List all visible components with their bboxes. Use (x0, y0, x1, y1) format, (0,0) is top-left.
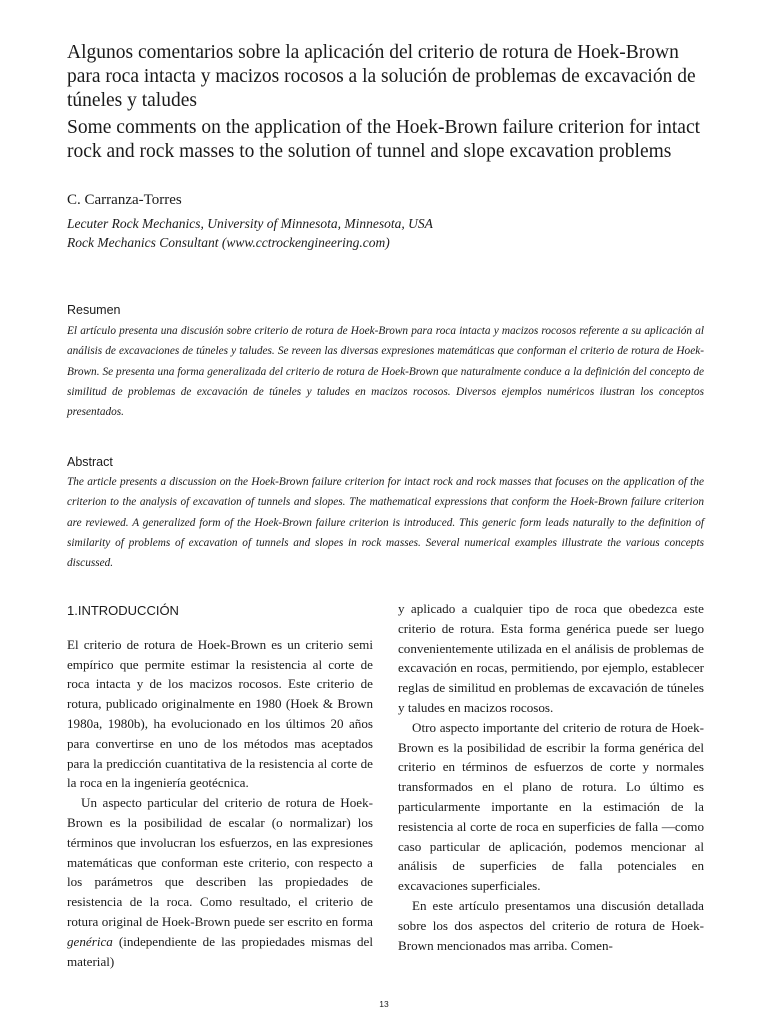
resumen-body: El artículo presenta una discusión sobre criterio de rotura de Hoek-Brown para roca intacta y macizos rocosos referente a su aplicación al análisis de excavaciones de túneles y taludes. Se reveen las diversas expresiones matemáticas que conforman el criterio de rotura de Hoek-Brown. Se presenta una forma generalizada del criterio de rotura de Hoek-Brown que naturalmente conduce a la definición del concepto de similitud de problemas de excavación de túneles y taludes en macizos rocosos. Diversos ejemplos numéricos ilustran los conceptos presentados. (67, 325, 704, 419)
affiliation-university: Lecuter Rock Mechanics, University of Minnesota, Minnesota, USA (67, 216, 433, 231)
title-english: Some comments on the application of the Hoek-Brown failure criterion for intact rock and rock masses to the solution of tunnel and slope excavation problems (67, 117, 701, 162)
emphasis-generica: genérica (67, 933, 113, 949)
left-column (67, 601, 373, 971)
intro-paragraph-5: En este artículo presentamos una discusión detallada sobre los dos aspectos del criterio de rotura de Hoek-Brown mencionados mas arriba. Comen- (398, 897, 704, 953)
intro-paragraph-2-end: (independiente de las propiedades mismas del material) (67, 933, 373, 969)
section-heading-introduccion: 1.INTRODUCCIÓN (67, 603, 179, 618)
resumen-heading: Resumen (67, 303, 121, 317)
abstract-body: The article presents a discussion on the Hoek-Brown failure criterion for intact rock and rock masses that focuses on the application of the criterion to the analysis of excavation of tunnels and slopes. The mathematical expressions that conform the Hoek-Brown failure criterion are reviewed. A generalized form of the Hoek-Brown failure criterion is introduced. This generic form leads naturally to the definition of similarity of problems of excavation of tunnels and slopes in rock masses. Several numerical examples illustrate the various concepts discussed. (67, 476, 704, 570)
intro-paragraph-3: y aplicado a cualquier tipo de roca que obedezca este criterio de rotura. Esta forma genérica puede ser luego convenientemente utilizada en el análisis de problemas de excavación en rocas, permitiendo, por ejemplo, establecer reglas de similitud en problemas de excavación de túneles y taludes en macizos rocosos. (398, 601, 704, 715)
right-column (398, 599, 704, 955)
intro-paragraph-2 (67, 793, 373, 971)
page-number: 13 (379, 999, 389, 1009)
author: C. Carranza-Torres (67, 192, 182, 208)
title-spanish: Algunos comentarios sobre la aplicación del criterio de rotura de Hoek-Brown para roca intacta y macizos rocosos a la solución de problemas de excavación de túneles y taludes (67, 42, 696, 111)
abstract-heading: Abstract (67, 455, 113, 469)
intro-paragraph-2-text: Un aspecto particular del criterio de rotura de Hoek-Brown es la posibilidad de escalar (o normalizar) los términos que involucran los esfuerzos, en las expresiones matemáticas que conforman este criterio, con respecto a los parámetros que describen las propiedades de resistencia de la roca. Como resultado, el criterio de rotura original de Hoek-Brown puede ser escrito en forma (67, 795, 373, 929)
intro-paragraph-4: Otro aspecto importante del criterio de rotura de Hoek-Brown es la posibilidad de escribir la forma genérica del criterio en términos de esfuerzos de corte y normales transformados en el plano de rotura. Lo último es particularmente importante en la estimación de la resistencia al corte de roca en superficies de falla —como caso particular de aplicación, podemos mencionar al análisis de superficies de falla potenciales en excavaciones superficiales. (398, 719, 704, 894)
intro-paragraph-1: El criterio de rotura de Hoek-Brown es un criterio semi empírico que permite estimar la resistencia al corte de roca intacta y de los macizos rocosos. Este criterio de rotura, publicado originalmente en 1980 (Hoek & Brown 1980a, 1980b), ha evolucionado en los últimos 20 años para convertirse en uno de los métodos mas aceptados para la predicción cuantitativa de la resistencia al corte de la roca en la ingeniería geotécnica. (67, 636, 373, 791)
affiliation-consultant: Rock Mechanics Consultant (www.cctrockengineering.com) (67, 235, 390, 250)
